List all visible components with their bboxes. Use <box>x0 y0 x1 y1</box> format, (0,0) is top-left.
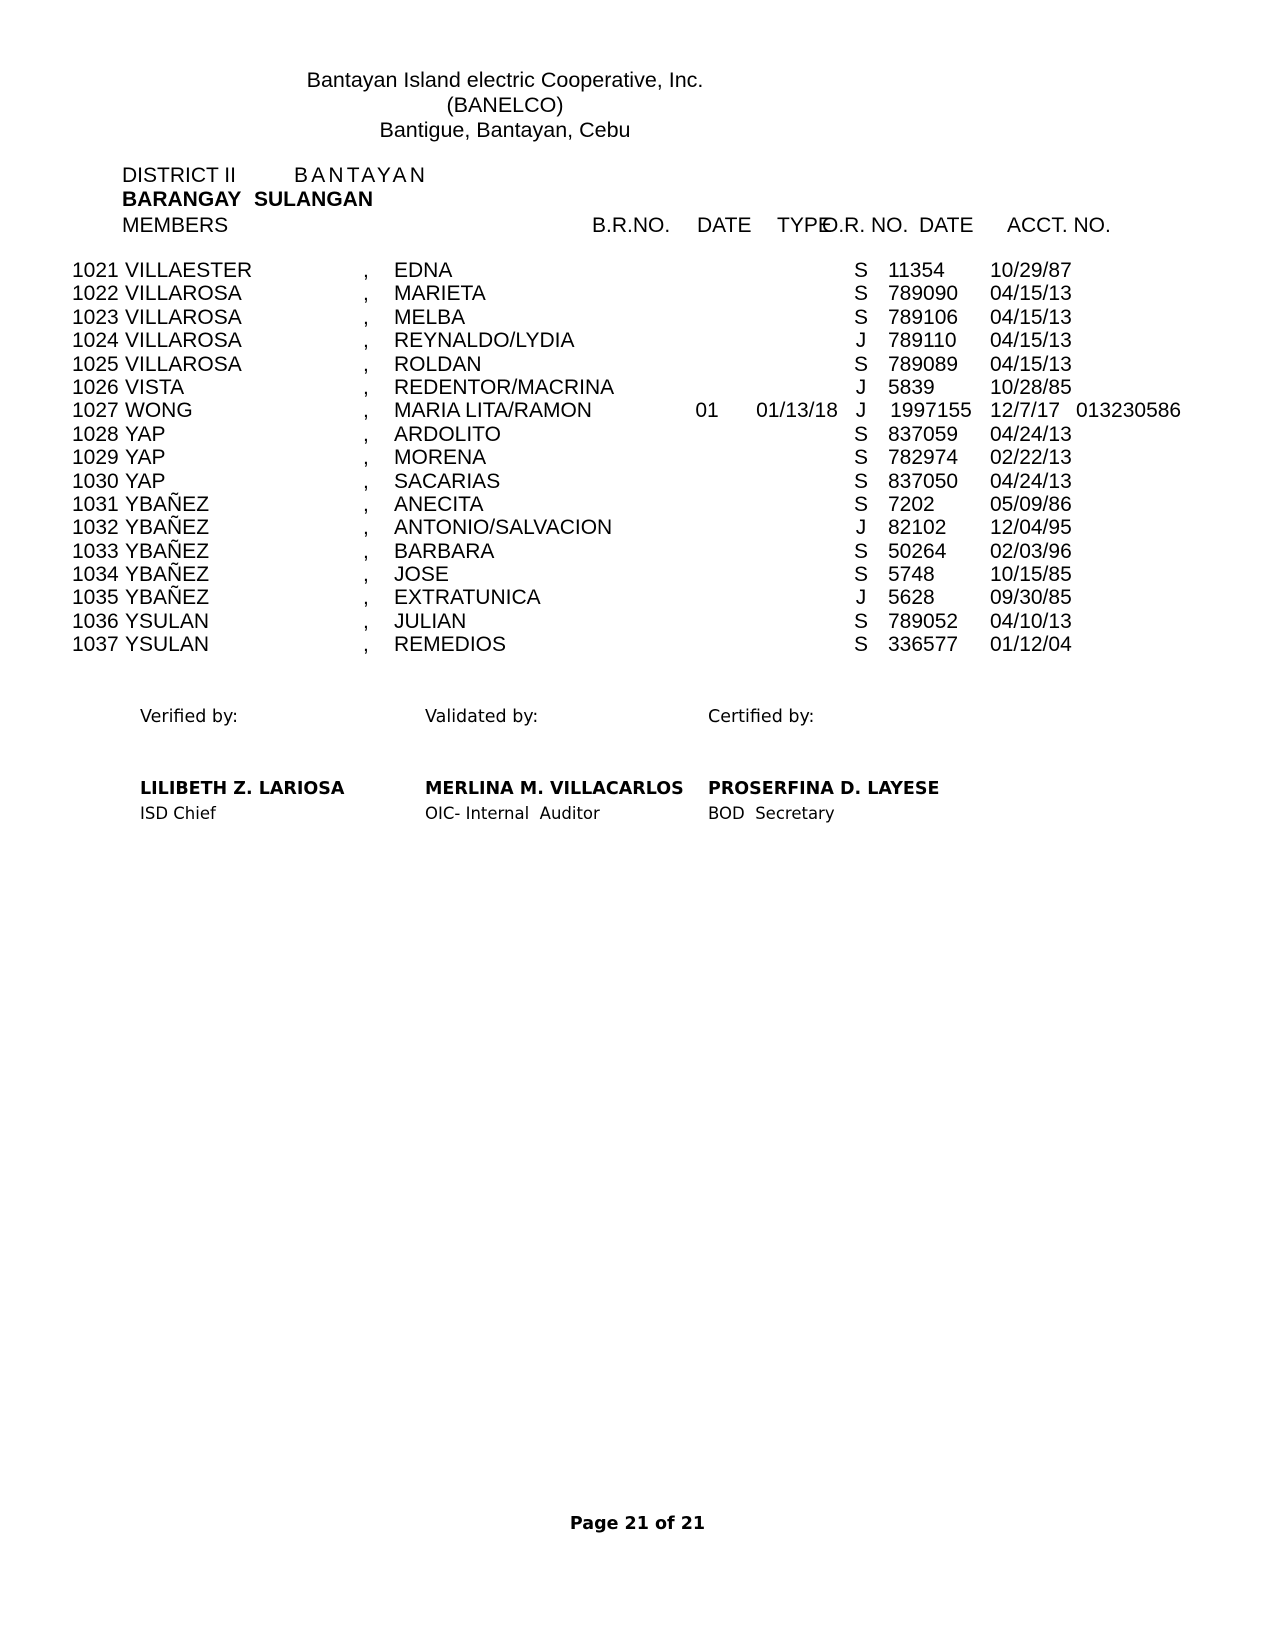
cell-or-no: 789052 <box>888 609 959 633</box>
cell-or-no: 5839 <box>888 375 935 399</box>
cell-first-name: BARBARA <box>394 539 495 563</box>
column-header-br-date: DATE <box>697 214 752 237</box>
cell-seq: 1031 <box>72 492 119 516</box>
cell-comma: , <box>363 399 369 423</box>
cell-type: S <box>854 446 869 470</box>
cell-or-no: 789090 <box>888 282 959 306</box>
cell-or-date: 10/15/85 <box>990 563 1072 587</box>
cell-or-date: 02/03/96 <box>990 539 1072 563</box>
cell-or-no: 789110 <box>888 329 957 353</box>
cell-seq: 1024 <box>72 329 119 353</box>
cell-type: S <box>854 563 869 587</box>
cell-comma: , <box>363 586 369 610</box>
cell-or-date: 04/15/13 <box>990 305 1072 329</box>
page-footer: Page 21 of 21 <box>569 1514 706 1534</box>
cell-or-date: 12/7/17 <box>990 399 1061 423</box>
cell-last-name: YAP <box>125 446 166 470</box>
cell-comma: , <box>363 282 369 306</box>
cell-comma: , <box>363 305 369 329</box>
cell-last-name: VILLAROSA <box>125 352 242 376</box>
cell-first-name: MARIETA <box>394 282 486 306</box>
company-name: Bantayan Island electric Cooperative, Inc. <box>306 68 704 92</box>
cell-or-no: 336577 <box>888 633 959 657</box>
cell-type: S <box>854 282 869 306</box>
cell-first-name: MARIA LITA/RAMON <box>394 399 592 423</box>
cell-or-no: 789089 <box>888 352 959 376</box>
cell-or-date: 01/12/04 <box>990 633 1072 657</box>
column-header-or-date: DATE <box>919 214 974 237</box>
cell-last-name: VILLAESTER <box>125 259 253 282</box>
cell-comma: , <box>363 329 369 353</box>
cell-first-name: REDENTOR/MACRINA <box>394 375 615 399</box>
cell-comma: , <box>363 259 369 282</box>
cell-seq: 1026 <box>72 375 119 399</box>
cell-first-name: ANTONIO/SALVACION <box>394 516 613 540</box>
cell-type: S <box>854 609 869 633</box>
cell-type: S <box>854 352 869 376</box>
cell-type: J <box>855 399 867 423</box>
cell-comma: , <box>363 352 369 376</box>
cell-last-name: VILLAROSA <box>125 282 242 306</box>
cell-last-name: YSULAN <box>125 609 210 633</box>
cell-type: S <box>854 539 869 563</box>
cell-last-name: VISTA <box>125 375 185 399</box>
cell-or-date: 02/22/13 <box>990 446 1072 470</box>
cell-or-date: 04/15/13 <box>990 282 1072 306</box>
cell-type: S <box>854 422 869 446</box>
cell-or-no: 837059 <box>888 422 959 446</box>
signature-names-row <box>140 779 1040 804</box>
cell-comma: , <box>363 422 369 446</box>
municipality-value: BANTAYAN <box>294 164 429 187</box>
cell-first-name: EDNA <box>394 259 453 282</box>
column-header-type: TYPE <box>777 214 832 237</box>
barangay-label: BARANGAY <box>122 188 242 211</box>
cell-seq: 1028 <box>72 422 119 446</box>
column-header-or-no: O.R. NO. <box>822 214 909 237</box>
column-header-acct-no: ACCT. NO. <box>1007 214 1111 237</box>
signatory-title: OIC- Internal Auditor <box>425 804 600 823</box>
cell-or-no: 50264 <box>888 539 947 563</box>
cell-last-name: YAP <box>125 469 166 493</box>
cell-seq: 1036 <box>72 609 119 633</box>
district-row <box>122 164 428 188</box>
company-acronym: (BANELCO) <box>446 93 564 117</box>
signature-label: Certified by: <box>708 707 815 727</box>
signatory-title: ISD Chief <box>140 804 216 823</box>
barangay-value: SULANGAN <box>254 188 373 211</box>
cell-or-date: 04/10/13 <box>990 609 1072 633</box>
cell-type: S <box>854 633 869 657</box>
barangay-row <box>122 188 428 212</box>
cell-first-name: REMEDIOS <box>394 633 507 657</box>
cell-or-no: 11354 <box>888 259 945 282</box>
signature-labels-row <box>140 707 1040 779</box>
document-header <box>0 68 1010 143</box>
cell-last-name: YBAÑEZ <box>125 492 210 516</box>
cell-or-date: 12/04/95 <box>990 516 1072 540</box>
cell-first-name: ANECITA <box>394 492 484 516</box>
cell-or-no: 82102 <box>888 516 947 540</box>
cell-first-name: JOSE <box>394 563 449 587</box>
cell-seq: 1029 <box>72 446 119 470</box>
cell-last-name: YAP <box>125 422 166 446</box>
cell-or-no: 5628 <box>888 586 935 610</box>
cell-or-no: 1997155 <box>890 399 972 423</box>
cell-last-name: YBAÑEZ <box>125 563 210 587</box>
cell-seq: 1034 <box>72 563 119 587</box>
cell-last-name: VILLAROSA <box>125 305 242 329</box>
cell-type: S <box>854 469 869 493</box>
signature-label: Validated by: <box>425 707 539 727</box>
cell-or-no: 837050 <box>888 469 959 493</box>
column-header-br-no: B.R.NO. <box>592 214 671 237</box>
cell-first-name: MELBA <box>394 305 466 329</box>
cell-first-name: REYNALDO/LYDIA <box>394 329 575 353</box>
cell-last-name: VILLAROSA <box>125 329 242 353</box>
cell-type: J <box>855 329 867 353</box>
cell-first-name: ARDOLITO <box>394 422 501 446</box>
cell-first-name: EXTRATUNICA <box>394 586 541 610</box>
cell-comma: , <box>363 609 369 633</box>
cell-or-date: 09/30/85 <box>990 586 1072 610</box>
cell-last-name: YBAÑEZ <box>125 516 210 540</box>
cell-last-name: YBAÑEZ <box>125 539 210 563</box>
cell-first-name: MORENA <box>394 446 487 470</box>
cell-or-no: 7202 <box>888 492 935 516</box>
cell-last-name: WONG <box>125 399 193 423</box>
signatory-title: BOD Secretary <box>708 804 835 823</box>
cell-seq: 1025 <box>72 352 119 376</box>
column-header-members: MEMBERS <box>122 214 229 237</box>
cell-first-name: JULIAN <box>394 609 467 633</box>
signature-label: Verified by: <box>140 707 238 727</box>
cell-comma: , <box>363 469 369 493</box>
cell-type: S <box>854 259 869 282</box>
cell-type: J <box>855 586 867 610</box>
cell-br-date: 01/13/18 <box>756 399 838 423</box>
cell-acct-no: 013230586 <box>1076 399 1182 423</box>
cell-seq: 1032 <box>72 516 119 540</box>
location-meta <box>122 164 428 212</box>
cell-or-date: 04/15/13 <box>990 352 1072 376</box>
cell-last-name: YBAÑEZ <box>125 586 210 610</box>
cell-type: J <box>855 375 867 399</box>
signatory-name: LILIBETH Z. LARIOSA <box>140 779 345 799</box>
cell-first-name: ROLDAN <box>394 352 482 376</box>
cell-comma: , <box>363 446 369 470</box>
cell-or-date: 10/29/87 <box>990 259 1072 282</box>
cell-seq: 1035 <box>72 586 119 610</box>
cell-seq: 1033 <box>72 539 119 563</box>
cell-comma: , <box>363 375 369 399</box>
cell-or-no: 789106 <box>888 305 959 329</box>
cell-seq: 1021 <box>72 259 119 282</box>
cell-comma: , <box>363 492 369 516</box>
cell-seq: 1030 <box>72 469 119 493</box>
cell-seq: 1022 <box>72 282 119 306</box>
cell-br-no: 01 <box>695 399 719 423</box>
company-address: Bantigue, Bantayan, Cebu <box>379 118 631 142</box>
cell-or-no: 782974 <box>888 446 959 470</box>
cell-or-date: 05/09/86 <box>990 492 1072 516</box>
cell-seq: 1027 <box>72 399 119 423</box>
cell-type: J <box>855 516 867 540</box>
signatory-name: PROSERFINA D. LAYESE <box>708 779 940 799</box>
cell-comma: , <box>363 516 369 540</box>
district-label: DISTRICT II <box>122 164 236 187</box>
cell-type: S <box>854 492 869 516</box>
signatory-name: MERLINA M. VILLACARLOS <box>425 779 684 799</box>
cell-seq: 1037 <box>72 633 119 657</box>
cell-or-date: 04/24/13 <box>990 469 1072 493</box>
cell-seq: 1023 <box>72 305 119 329</box>
signature-block <box>140 707 1040 823</box>
cell-or-no: 5748 <box>888 563 935 587</box>
cell-comma: , <box>363 633 369 657</box>
cell-or-date: 04/24/13 <box>990 422 1072 446</box>
cell-first-name: SACARIAS <box>394 469 501 493</box>
cell-or-date: 04/15/13 <box>990 329 1072 353</box>
cell-last-name: YSULAN <box>125 633 210 657</box>
cell-type: S <box>854 305 869 329</box>
cell-comma: , <box>363 539 369 563</box>
cell-comma: , <box>363 563 369 587</box>
cell-or-date: 10/28/85 <box>990 375 1072 399</box>
